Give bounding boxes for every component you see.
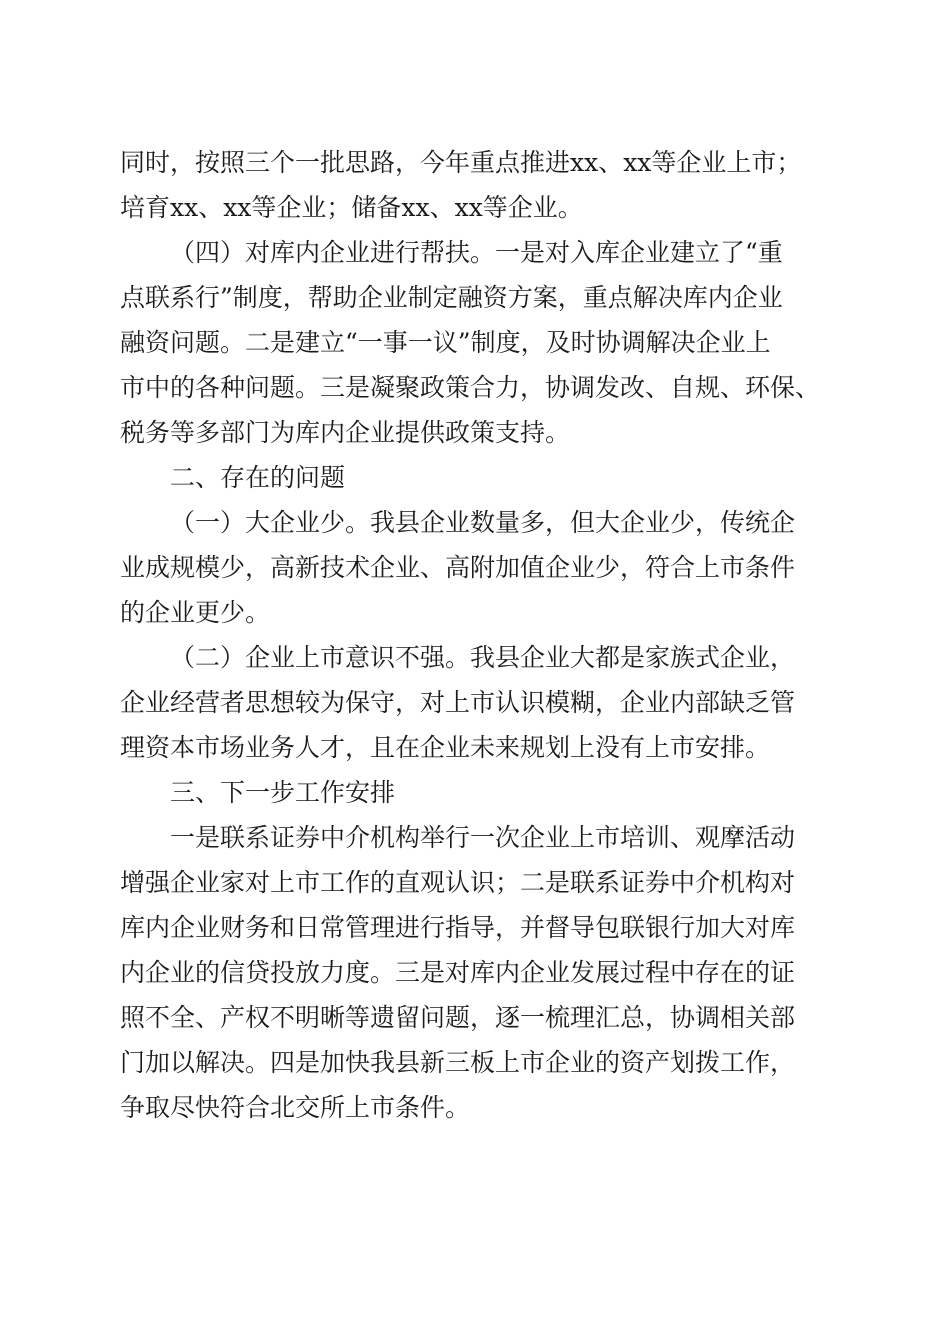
text-line: 争取尽快符合北交所上市条件。: [120, 1093, 471, 1122]
text-line: 理资本市场业务人才，且在企业未来规划上没有上市安排。: [120, 733, 771, 762]
text-line: 培育xx、xx等企业；储备xx、xx等企业。: [120, 193, 583, 222]
text-line: 点联系行”制度，帮助企业制定融资方案，重点解决库内企业: [120, 283, 783, 312]
text-line: 业成规模少，高新技术企业、高附加值企业少，符合上市条件: [120, 553, 796, 582]
text-line: 门加以解决。四是加快我县新三板上市企业的资产划拨工作，: [120, 1048, 796, 1077]
text-line: 税务等多部门为库内企业提供政策支持。: [120, 418, 571, 447]
text-line: 市中的各种问题。三是凝聚政策合力，协调发改、自规、环保、: [120, 373, 821, 402]
paragraph-problem-one: （一）大企业少。我县企业数量多，但大企业少，传统企: [170, 508, 796, 537]
text-line: 融资问题。二是建立“一事一议”制度，及时协调解决企业上: [120, 328, 771, 357]
text-line: 增强企业家对上市工作的直观认识；二是联系证券中介机构对: [120, 868, 796, 897]
paragraph-next-steps: 一是联系证券中介机构举行一次企业上市培训、观摩活动: [170, 823, 796, 852]
paragraph-four-start: （四）对库内企业进行帮扶。一是对入库企业建立了“重: [170, 238, 783, 267]
section-heading-next-steps: 三、下一步工作安排: [170, 778, 396, 807]
text-line: 的企业更少。: [120, 598, 271, 627]
text-line: 内企业的信贷投放力度。三是对库内企业发展过程中存在的证: [120, 958, 796, 987]
paragraph-problem-two: （二）企业上市意识不强。我县企业大都是家族式企业，: [170, 643, 796, 672]
text-line: 同时，按照三个一批思路，今年重点推进xx、xx等企业上市；: [120, 148, 802, 177]
text-line: 库内企业财务和日常管理进行指导，并督导包联银行加大对库: [120, 913, 796, 942]
text-line: 照不全、产权不明晰等遗留问题，逐一梳理汇总，协调相关部: [120, 1003, 796, 1032]
text-line: 企业经营者思想较为保守，对上市认识模糊，企业内部缺乏管: [120, 688, 796, 717]
section-heading-problems: 二、存在的问题: [170, 463, 346, 492]
